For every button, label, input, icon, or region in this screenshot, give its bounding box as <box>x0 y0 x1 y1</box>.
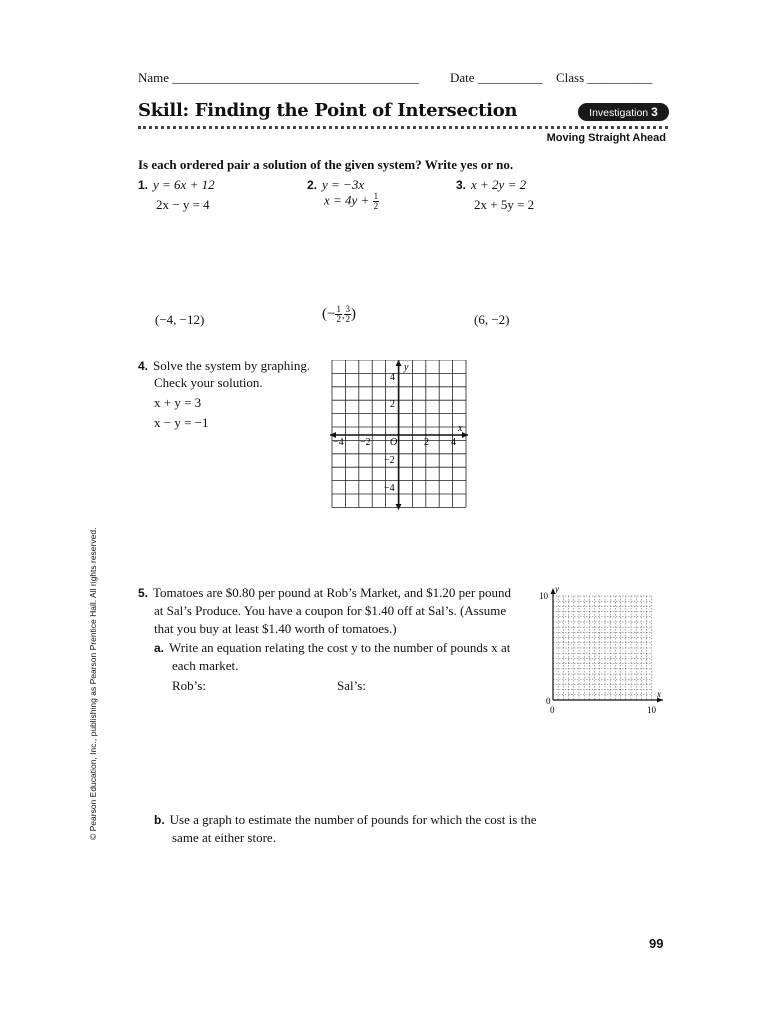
part-a-line1: Write an equation relating the cost y to the number of pounds x at <box>169 640 511 655</box>
problem-2 <box>307 177 364 193</box>
problem-5-line2: at Sal’s Produce. You have a coupon for $1.40 off at Sal’s. (Assume <box>154 603 507 618</box>
x-tick-neg4: −4 <box>333 437 344 448</box>
problem-2-pair <box>322 305 356 324</box>
problem-5a <box>154 640 510 656</box>
problem-3-eq1: x + 2y = 2 <box>471 177 527 192</box>
part-a-line2: each market. <box>172 658 239 673</box>
fraction-denominator: 2 <box>336 314 341 324</box>
problem-5-graph <box>535 584 665 719</box>
pair-separator: , <box>341 309 345 321</box>
sals-label: Sal’s: <box>337 678 366 693</box>
problem-5-line3: that you buy at least $1.40 worth of tomatoes.) <box>154 621 397 636</box>
investigation-badge <box>578 103 669 121</box>
problem-4 <box>138 358 310 374</box>
problem-1-number: 1. <box>138 178 149 192</box>
problem-4-line1: Solve the system by graphing. <box>153 358 311 373</box>
y-origin-label: 0 <box>546 696 551 706</box>
y-tick-2: 2 <box>390 399 395 410</box>
part-a-label: a. <box>154 641 165 655</box>
pair-close: ) <box>350 305 356 322</box>
copyright-notice: © Pearson Education, Inc., publishing as Pearson Prentice Hall. All rights reserved. <box>88 527 98 840</box>
fraction-numerator: 1 <box>373 191 379 201</box>
y-tick-neg4: −4 <box>384 483 395 494</box>
y-axis-label: y <box>555 584 559 594</box>
x-tick-neg2: −2 <box>360 437 371 448</box>
instructions <box>138 157 513 173</box>
problem-1-eq1: y = 6x + 12 <box>153 177 215 192</box>
x-axis-label: x <box>458 423 463 434</box>
badge-number: 3 <box>651 105 658 119</box>
problem-4-eq2: x − y = −1 <box>154 415 209 430</box>
problem-2-number: 2. <box>307 178 318 192</box>
pair-open: (− <box>322 305 336 322</box>
problem-5b <box>154 812 536 828</box>
class-field-label: Class __________ <box>556 70 653 85</box>
fraction-numerator: 1 <box>336 304 341 314</box>
x-max-label: 10 <box>647 705 656 715</box>
x-axis-arrow-right <box>462 432 468 438</box>
x-tick-4: 4 <box>451 437 456 448</box>
y-max-label: 10 <box>539 591 548 601</box>
name-field-label: Name ______________________________________ <box>138 70 420 85</box>
y-tick-4: 4 <box>390 372 395 383</box>
date-field-label: Date __________ <box>450 70 543 85</box>
y-axis-arrow-up <box>396 360 402 366</box>
problem-3-eq2: 2x + 5y = 2 <box>474 197 535 212</box>
origin-label: O <box>390 437 398 448</box>
problem-4-line2: Check your solution. <box>154 375 263 390</box>
problem-5-number: 5. <box>138 586 149 600</box>
part-b-line2: same at either store. <box>172 830 276 845</box>
badge-label: Investigation <box>589 107 649 119</box>
problem-2-eq1: y = −3x <box>322 177 365 192</box>
page-subtitle: Moving Straight Ahead <box>546 132 666 144</box>
problem-5 <box>138 585 511 601</box>
robs-label: Rob’s: <box>172 678 206 693</box>
x-axis-label: x <box>657 689 661 699</box>
page-number: 99 <box>649 936 664 951</box>
x-origin-label: 0 <box>550 705 555 715</box>
y-tick-neg2: −2 <box>384 455 395 466</box>
fraction-denominator: 2 <box>345 314 350 324</box>
problem-1 <box>138 177 215 193</box>
problem-4-number: 4. <box>138 359 149 373</box>
problem-3-number: 3. <box>456 178 467 192</box>
problem-2-eq2-fraction <box>373 192 380 211</box>
instructions-text: Is each ordered pair a solution of the given system? Write yes or no. <box>138 157 514 172</box>
problem-4-coordinate-grid <box>330 360 470 510</box>
part-b-line1: Use a graph to estimate the number of pounds for which the cost is the <box>169 812 537 827</box>
problem-5-line1: Tomatoes are $0.80 per pound at Rob’s Market, and $1.20 per pound <box>153 585 511 600</box>
problem-1-eq2: 2x − y = 4 <box>156 197 210 212</box>
problem-2-eq2-text: x = 4y + <box>324 192 370 208</box>
part-b-label: b. <box>154 813 165 827</box>
problem-3-pair: (6, −2) <box>474 312 510 327</box>
x-tick-2: 2 <box>424 437 429 448</box>
problem-2-eq2 <box>324 192 379 211</box>
problem-3 <box>456 177 526 193</box>
problem-4-eq1: x + y = 3 <box>154 395 202 410</box>
title-divider <box>138 126 668 129</box>
fraction-denominator: 2 <box>373 201 379 211</box>
page-title: Skill: Finding the Point of Intersection <box>138 100 518 121</box>
y-axis-label: y <box>404 362 409 373</box>
fraction-numerator: 3 <box>345 304 350 314</box>
problem-1-pair: (−4, −12) <box>155 312 205 327</box>
